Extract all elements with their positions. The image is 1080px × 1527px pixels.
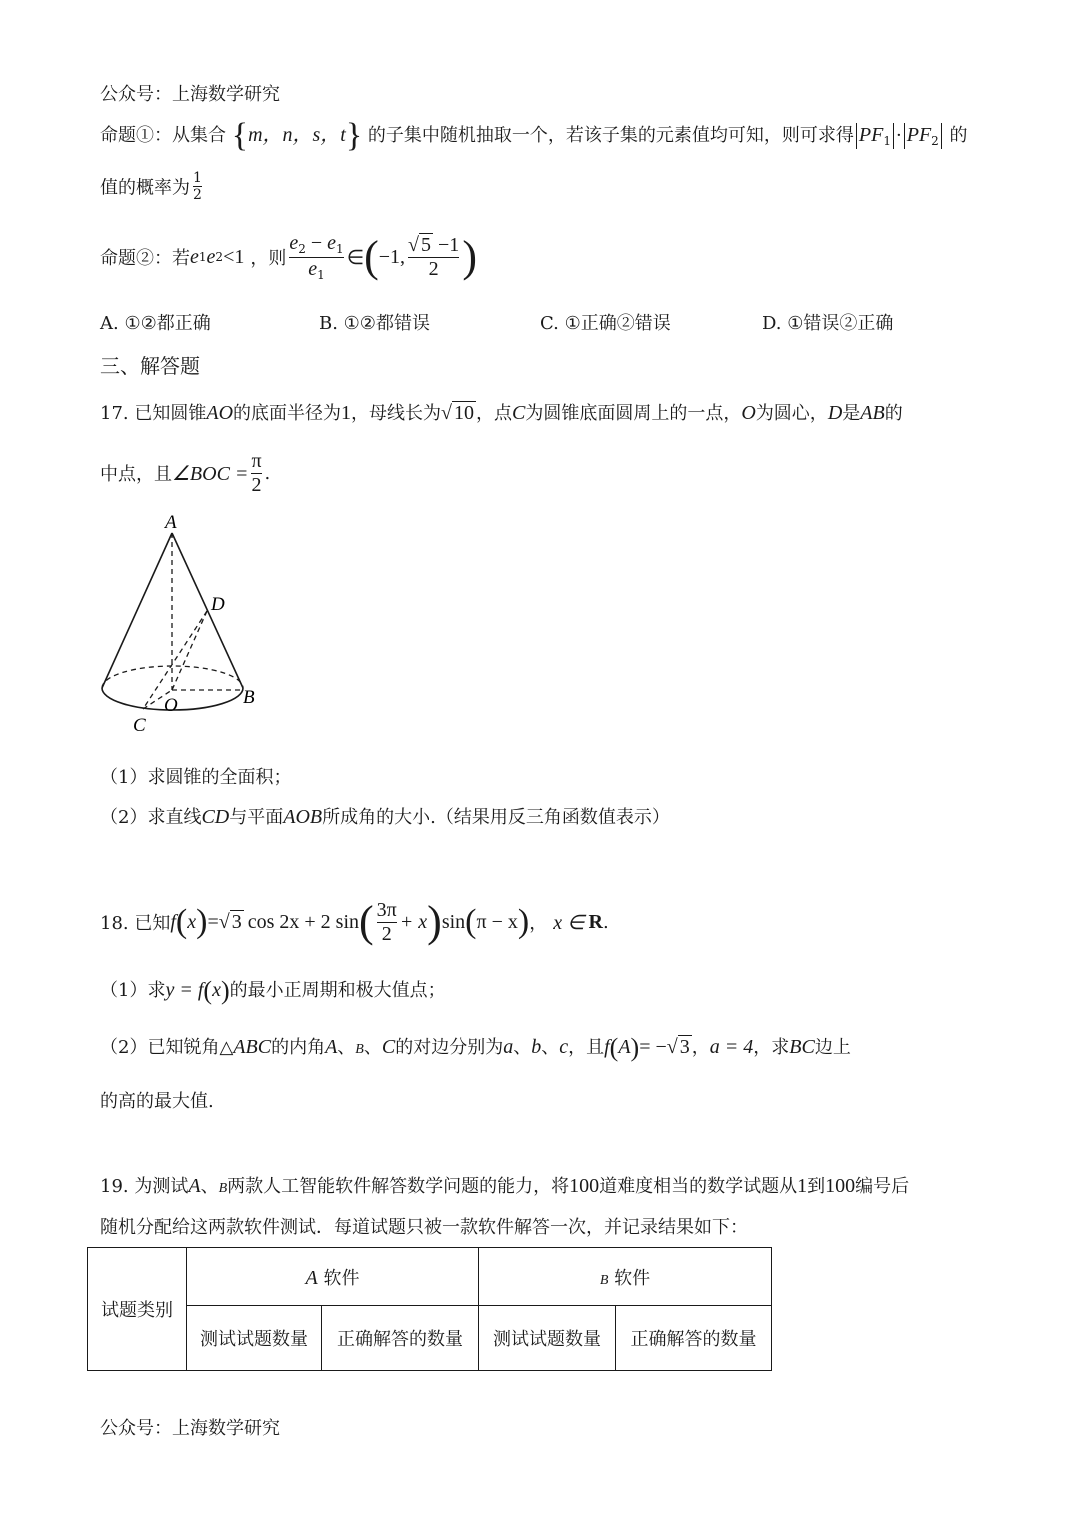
e1-sub: 1 (198, 250, 207, 264)
pi: π (251, 449, 262, 472)
prop1-text-b: 的 (949, 125, 968, 146)
q17-text: 为圆锥底面圆周上的一点， (525, 403, 742, 424)
paren-close: ) (462, 232, 477, 281)
var-B: B (355, 1042, 364, 1057)
frac-den: 2 (408, 257, 459, 281)
q19-text: 到 (807, 1176, 826, 1197)
var-AOB: AOB (283, 806, 323, 828)
sqrt3: 3 (679, 1036, 690, 1058)
table-row (88, 1248, 772, 1306)
var-c: c (559, 1036, 569, 1058)
option-d[interactable]: D. ①错误②正确 (762, 313, 894, 334)
q18-text: 18. 已知 (100, 913, 171, 934)
prob-fraction (193, 170, 202, 203)
segment-DO (172, 611, 207, 690)
q19-line1 (100, 1172, 909, 1198)
prop1-line2: 值的概率为 (100, 177, 190, 199)
q17-text: 的 (884, 403, 903, 424)
table-row (88, 1306, 772, 1371)
e1-sub: 1 (317, 267, 325, 282)
var-a: a (503, 1036, 514, 1058)
y-eq-f: y = f (165, 979, 204, 1001)
q19-line2: 随机分配给这两款软件测试．每道试题只被一款软件解答一次，并记录结果如下： (100, 1217, 748, 1238)
q17-text: 所成角的大小.（结果用反三角函数值表示） (322, 807, 670, 828)
reals-R: R (588, 910, 603, 933)
func-f: f (604, 1036, 610, 1058)
element-of: ∈ (346, 246, 365, 269)
frac-num: 1 (193, 170, 202, 186)
three-pi-half (377, 899, 397, 946)
q17-text: ，点 (476, 403, 513, 424)
period: . (264, 462, 271, 484)
q17-sub1: （1）求圆锥的全面积； (100, 767, 292, 788)
label-B: B (243, 687, 255, 708)
sep: 、 (541, 1037, 560, 1058)
var-x: x (212, 979, 221, 1001)
sqrt10: 10 (454, 402, 475, 424)
num-100: 100 (569, 1175, 600, 1197)
option-a[interactable]: A. ①②都正确 (100, 313, 211, 334)
q18-text: 的最小正周期和极大值点； (229, 980, 446, 1001)
q17-text: （2）求直线 (100, 807, 202, 828)
num-1: 1 (797, 1175, 808, 1197)
q17-text: 的底面半径为 (233, 403, 342, 424)
var-C: C (381, 1036, 396, 1058)
row-header-cell: 试题类别 (88, 1248, 187, 1371)
var-A: A (188, 1175, 201, 1197)
q17-text: 中点，且 (100, 464, 172, 485)
col-header: 测试试题数量 (187, 1306, 322, 1371)
b-software-header (479, 1248, 772, 1306)
period: . (602, 911, 609, 933)
q18-text: 的对边分别为 (395, 1037, 504, 1058)
e1-sub: 1 (336, 241, 344, 256)
col-header: 测试试题数量 (479, 1306, 616, 1371)
q18-text: ，求 (753, 1037, 790, 1058)
var-BC: BC (789, 1036, 815, 1058)
abs-bar (941, 123, 942, 149)
abs-bar (893, 123, 894, 149)
func-f: f (170, 910, 176, 933)
q19-text: 两款人工智能软件解答数学问题的能力，将 (227, 1176, 570, 1197)
sqrt5: 5 (421, 233, 432, 256)
var-A: A (305, 1266, 318, 1289)
var-AB: AB (860, 402, 885, 424)
q18-line1: 18. 已知 f ( x ) = √ 3 cos 2x + 2 sin ( $\frac{3\pi}{2}$ + x ) sin ( π − x ) ， x ∈ R . (100, 897, 609, 946)
cone-left-edge (102, 533, 172, 688)
then-text: ，则 (250, 248, 287, 269)
q17-sub2 (100, 803, 670, 829)
var-D: D (827, 402, 843, 424)
header-text: 公众号：上海数学研究 (100, 84, 280, 105)
pi-minus-x: π − x (476, 910, 518, 933)
software-label: 软件 (323, 1267, 360, 1289)
var-A: A (618, 1036, 631, 1058)
minus: − (305, 231, 328, 254)
var-ABC: ABC (233, 1036, 272, 1058)
q18-text: （2）已知锐角△ (100, 1037, 234, 1058)
cone-right-edge (172, 533, 243, 688)
proposition-1-line2 (100, 170, 205, 203)
q19-text: 编号后 (855, 1176, 910, 1197)
frac-num: 3π (376, 898, 397, 921)
section-title: 三、解答题 (100, 354, 200, 378)
e-var: e (190, 245, 199, 268)
interval-left: −1, (378, 245, 406, 268)
pf2: PF (906, 124, 932, 146)
sin-term: sin (441, 910, 466, 933)
var-x: x (187, 910, 197, 933)
paren-open: ( (364, 232, 379, 281)
col-header: 正确解答的数量 (322, 1306, 479, 1371)
frac-den: 2 (377, 922, 397, 946)
option-c[interactable]: C. ①正确②错误 (540, 313, 671, 334)
q18-sub1: （1）求y = f(x)的最小正周期和极大值点； (100, 976, 446, 1005)
col-header: 正确解答的数量 (616, 1306, 772, 1371)
q18-text: 边上 (814, 1037, 851, 1058)
q17-text: 是 (842, 403, 861, 424)
sqrt3: 3 (231, 910, 242, 933)
x-in: x ∈ (553, 911, 585, 934)
abs-bar (856, 123, 857, 149)
q17-text: 17. 已知圆锥 (100, 403, 207, 424)
set-close-brace: } (345, 117, 363, 154)
label-D: D (211, 594, 225, 615)
ratio-fraction (289, 232, 343, 283)
comma: ， (529, 913, 548, 934)
e2-sub: 2 (298, 241, 306, 256)
abs-bar (904, 123, 905, 149)
q17-text: 与平面 (229, 807, 284, 828)
angle-BOC: ∠BOC = (172, 462, 249, 485)
var-b: b (531, 1036, 542, 1058)
q19-text: 道难度相当的数学试题从 (599, 1176, 798, 1197)
var-B: B (599, 1272, 609, 1288)
frac-den: 2 (193, 187, 202, 204)
option-b[interactable]: B. ①②都错误 (319, 313, 430, 334)
var-CD: CD (201, 806, 230, 828)
q17-line2 (100, 448, 270, 498)
footer-text: 公众号：上海数学研究 (100, 1418, 280, 1439)
var-O: O (741, 402, 756, 424)
proposition-1 (100, 118, 968, 153)
eq-neg: = − (639, 1036, 667, 1058)
proposition-2 (100, 226, 477, 288)
prop1-label: 命题①：从集合 (100, 125, 226, 146)
pi-half (251, 450, 261, 497)
var-AO: AO (206, 402, 234, 424)
cone-figure (95, 510, 265, 740)
pf2-sub: 2 (931, 134, 939, 148)
set-open-brace: { (231, 117, 249, 154)
comma: ， (691, 1037, 710, 1058)
e-var: e (327, 231, 337, 254)
e-var: e (308, 257, 318, 280)
q18-text: ，且 (568, 1037, 605, 1058)
label-O: O (164, 695, 178, 716)
e2-sub: 2 (215, 250, 224, 264)
set-items: m，n，s，t (248, 124, 346, 146)
prop1-text-a: 的子集中随机抽取一个，若该子集的元素值均可知，则可求得 (367, 125, 854, 146)
num-100: 100 (825, 1175, 856, 1197)
pf1: PF (858, 124, 884, 146)
label-C: C (133, 715, 146, 736)
label-A: A (165, 512, 177, 533)
sep: 、 (337, 1037, 356, 1058)
q17-line1: 17. 已知圆锥AO的底面半径为1，母线长为√ 10 ，点C为圆锥底面圆周上的一点，O为圆心，D是AB的 (100, 402, 903, 424)
prop2-label: 命题②：若 (100, 248, 190, 269)
results-table (87, 1247, 772, 1371)
lt-one: <1 (223, 245, 245, 268)
e-var: e (289, 231, 299, 254)
sep: 、 (200, 1176, 219, 1197)
q19-text: 19. 为测试 (100, 1176, 189, 1197)
var-B: B (218, 1181, 228, 1196)
radius: 1 (341, 402, 352, 424)
dot: · (896, 125, 902, 146)
cos-term: cos 2x + 2 sin (247, 910, 360, 933)
interval-right-fraction: $\frac{√ 5 -1}{2}$ (408, 233, 460, 280)
var-A: A (325, 1036, 338, 1058)
var-C: C (512, 402, 526, 424)
pf1-sub: 1 (883, 134, 891, 148)
q17-text: 为圆心， (755, 403, 828, 424)
equals: = (207, 910, 219, 933)
a-software-header (187, 1248, 479, 1306)
e-var: e (206, 245, 216, 268)
minus-one: −1 (433, 233, 460, 256)
q18-text: （1）求 (100, 980, 166, 1001)
sep: 、 (363, 1037, 382, 1058)
a-eq-4: a = 4 (709, 1036, 754, 1058)
two: 2 (251, 473, 262, 496)
q18-line3: 的高的最大值. (100, 1091, 214, 1112)
plus-x: + x (399, 910, 428, 933)
sep: 、 (513, 1037, 532, 1058)
q18-text: 的内角 (271, 1037, 326, 1058)
q17-text: ，母线长为 (351, 403, 442, 424)
software-label: 软件 (614, 1267, 651, 1289)
q18-sub2: （2）已知锐角△ABC的内角A、B、C的对边分别为a、b、c，且f(A)= −√ 3 ，a = 4，求BC边上 (100, 1033, 851, 1062)
